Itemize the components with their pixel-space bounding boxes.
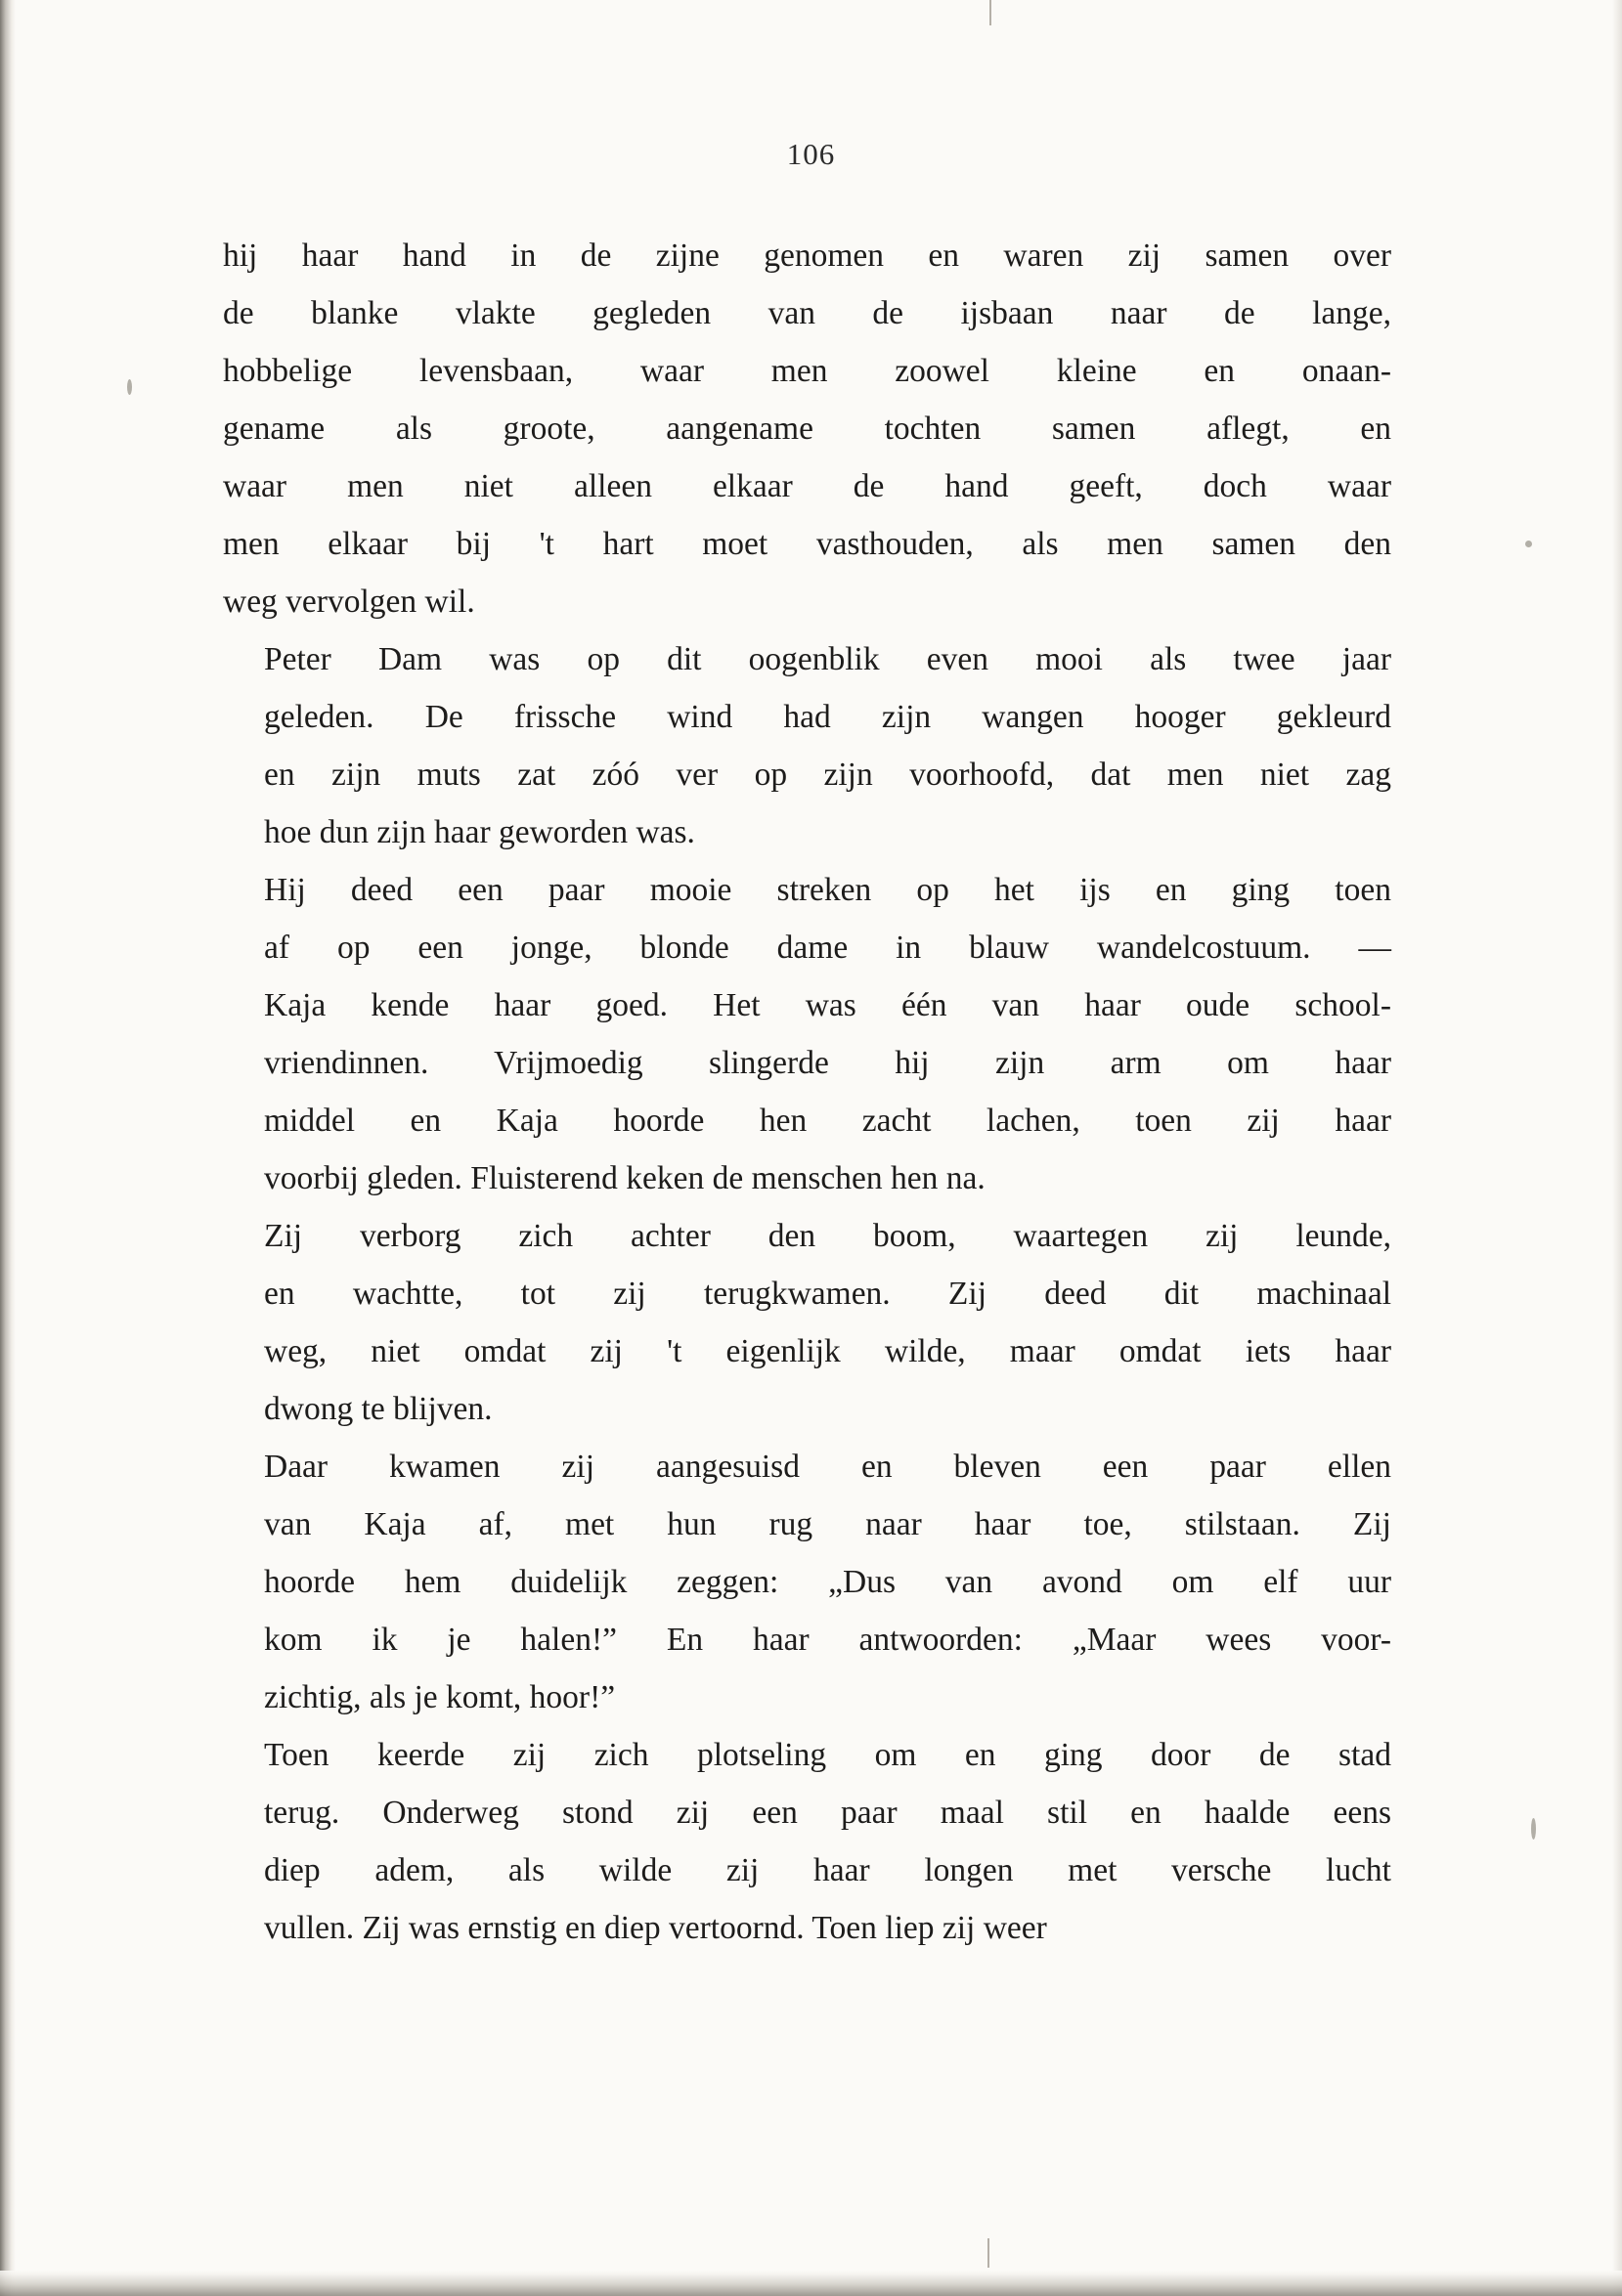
paragraph [223,227,1391,630]
page-number: 106 [786,137,836,171]
scan-artifact-speck-right [1525,541,1532,547]
scan-edge-bottom [0,2271,1622,2296]
text-line: hobbelige levensbaan, waar men zoowel kleine en onaan- [223,353,1391,389]
body-text [223,227,1391,1957]
text-line: Zij verborg zich achter den boom, waartegen zij leunde, [264,1218,1391,1254]
scan-edge-right [1612,0,1622,2296]
text-line: Hij deed een paar mooie streken op het ijs en ging toen [264,872,1391,908]
text-line: weg vervolgen wil. [223,584,475,620]
text-line: en zijn muts zat zóó ver op zijn voorhoofd, dat men niet zag [264,757,1391,793]
text-line: middel en Kaja hoorde hen zacht lachen, toen zij haar [264,1103,1391,1139]
text-line: Peter Dam was op dit oogenblik even mooi als twee jaar [264,641,1391,677]
text-line: dwong te blijven. [264,1391,493,1427]
text-line: voorbij gleden. Fluisterend keken de menschen hen na. [264,1160,986,1196]
scan-edge-left [0,0,16,2296]
text-line: diep adem, als wilde zij haar longen met versche lucht [264,1852,1391,1888]
paragraph [223,861,1391,1207]
paragraph [223,1726,1391,1957]
text-line: geleden. De frissche wind had zijn wangen hooger gekleurd [264,699,1391,735]
paragraph [223,1207,1391,1438]
text-line: hoorde hem duidelijk zeggen: „Dus van avond om elf uur [264,1564,1391,1600]
paragraph [223,630,1391,861]
text-line: Daar kwamen zij aangesuisd en bleven een paar ellen [264,1449,1391,1485]
scan-artifact-speck-left [127,379,132,395]
text-line: vriendinnen. Vrijmoedig slingerde hij zijn arm om haar [264,1045,1391,1081]
scan-artifact-speck-lower-right [1531,1818,1536,1840]
text-line: af op een jonge, blonde dame in blauw wandelcostuum. — [264,930,1391,966]
scan-artifact-top-tick [989,0,991,25]
text-line: gename als groote, aangename tochten samen aflegt, en [223,411,1391,447]
text-line: terug. Onderweg stond zij een paar maal stil en haalde eens [264,1795,1391,1831]
scan-artifact-bottom-tick [987,2238,989,2268]
text-line: waar men niet alleen elkaar de hand geeft, doch waar [223,468,1391,504]
text-line: weg, niet omdat zij 't eigenlijk wilde, maar omdat iets haar [264,1333,1391,1369]
paragraph [223,1438,1391,1726]
text-line: zichtig, als je komt, hoor!” [264,1679,616,1715]
text-line: de blanke vlakte gegleden van de ijsbaan naar de lange, [223,295,1391,331]
text-line: van Kaja af, met hun rug naar haar toe, stilstaan. Zij [264,1506,1391,1542]
text-line: kom ik je halen!” En haar antwoorden: „Maar wees voor- [264,1622,1391,1658]
text-line: hij haar hand in de zijne genomen en waren zij samen over [223,238,1391,274]
text-line: vullen. Zij was ernstig en diep vertoornd. Toen liep zij weer [264,1910,1047,1946]
text-line: men elkaar bij 't hart moet vasthouden, als men samen den [223,526,1391,562]
text-line: Kaja kende haar goed. Het was één van haar oude school- [264,987,1391,1023]
text-line: en wachtte, tot zij terugkwamen. Zij deed dit machinaal [264,1276,1391,1312]
text-line: hoe dun zijn haar geworden was. [264,814,695,850]
text-line: Toen keerde zij zich plotseling om en ging door de stad [264,1737,1391,1773]
